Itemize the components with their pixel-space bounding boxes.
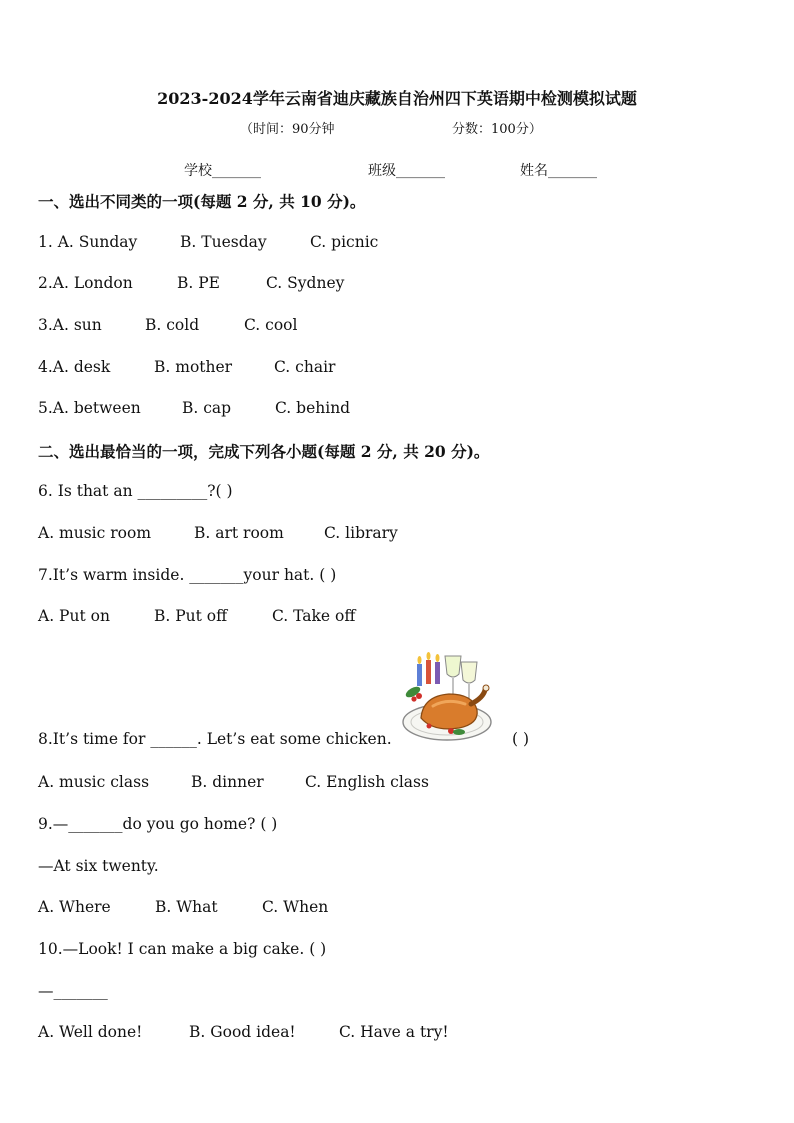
q8-option-a: A. music class	[38, 773, 150, 791]
q8-answer-paren: ( )	[512, 730, 530, 748]
section2-heading: 二、选出最恰当的一项，完成下列各小题(每题 2 分, 共 20 分)。	[38, 442, 490, 461]
q9-reply: —At six twenty.	[38, 857, 159, 875]
q7-option-b: B. Put off	[154, 607, 228, 625]
q4-option-a: 4.A. desk	[38, 358, 111, 376]
q1-option-b: B. Tuesday	[180, 233, 267, 251]
section1-heading: 一、选出不同类的一项(每题 2 分, 共 10 分)。	[38, 192, 366, 211]
q7-option-a: A. Put on	[38, 607, 110, 625]
q1-option-c: C. picnic	[310, 233, 379, 251]
q6-option-c: C. library	[324, 524, 398, 542]
q2-option-b: B. PE	[177, 274, 220, 292]
q2-option-c: C. Sydney	[266, 274, 345, 292]
class-field: 班级_______	[368, 163, 445, 179]
q8-option-b: B. dinner	[191, 773, 264, 791]
q9-option-b: B. What	[155, 898, 218, 916]
exam-time: （时间：90分钟	[240, 122, 335, 137]
q6-option-b: B. art room	[194, 524, 284, 542]
roast-chicken-dinner-image	[393, 652, 495, 744]
exam-score: 分数：100分）	[452, 122, 542, 137]
q4-option-b: B. mother	[154, 358, 233, 376]
q5-option-c: C. behind	[275, 399, 351, 417]
name-field: 姓名_______	[520, 163, 597, 179]
q10-option-b: B. Good idea!	[189, 1023, 296, 1041]
q3-option-c: C. cool	[244, 316, 298, 334]
q7-option-c: C. Take off	[272, 607, 356, 625]
page-title: 2023-2024学年云南省迪庆藏族自治州四下英语期中检测模拟试题	[157, 89, 637, 108]
q10-reply: —_______	[38, 982, 108, 1000]
school-field: 学校_______	[184, 163, 261, 179]
q3-option-b: B. cold	[145, 316, 200, 334]
q9-stem: 9.—_______do you go home? ( )	[38, 815, 278, 833]
q8-option-c: C. English class	[305, 773, 429, 791]
q10-option-c: C. Have a try!	[339, 1023, 449, 1041]
q10-option-a: A. Well done!	[38, 1023, 143, 1041]
q3-option-a: 3.A. sun	[38, 316, 102, 334]
q10-stem: 10.—Look! I can make a big cake. ( )	[38, 940, 327, 958]
q5-option-a: 5.A. between	[38, 399, 141, 417]
q7-stem: 7.It’s warm inside. _______your hat. ( )	[38, 566, 337, 584]
q9-option-a: A. Where	[38, 898, 111, 916]
q9-option-c: C. When	[262, 898, 329, 916]
q4-option-c: C. chair	[274, 358, 336, 376]
q6-option-a: A. music room	[38, 524, 152, 542]
q8-stem: 8.It’s time for ______. Let’s eat some chicken.	[38, 730, 392, 748]
q2-option-a: 2.A. London	[38, 274, 133, 292]
q1-option-a: 1. A. Sunday	[38, 233, 138, 251]
q5-option-b: B. cap	[182, 399, 232, 417]
q6-stem: 6. Is that an _________?( )	[38, 482, 233, 500]
